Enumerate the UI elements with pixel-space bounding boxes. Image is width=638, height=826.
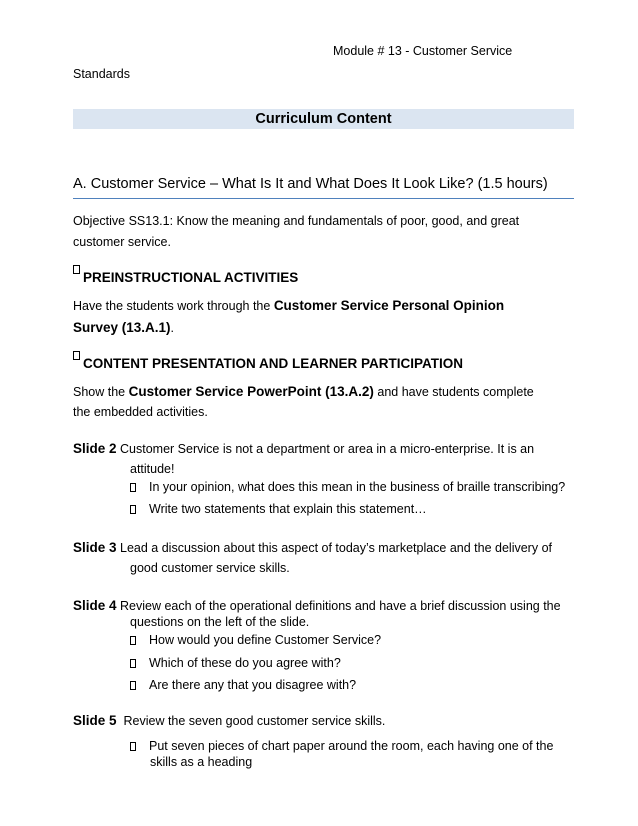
header-standards: Standards	[73, 67, 130, 81]
objective-line-1: Objective SS13.1: Know the meaning and fundamentals of poor, good, and great	[73, 214, 520, 228]
missing-glyph-icon	[73, 348, 80, 362]
slide-2-line-2: attitude!	[130, 462, 175, 476]
bullet-icon	[130, 636, 136, 645]
list-item: Are there any that you disagree with?	[130, 678, 356, 692]
list-item: Which of these do you agree with?	[130, 656, 341, 670]
list-item: In your opinion, what does this mean in the business of braille transcribing?	[130, 480, 565, 494]
bullet-icon	[130, 483, 136, 492]
preinstructional-heading: PREINSTRUCTIONAL ACTIVITIES	[83, 270, 299, 285]
content-text-2: the embedded activities.	[73, 405, 208, 419]
bullet-icon	[130, 681, 136, 690]
slide-5-line-1: Slide 5 Review the seven good customer service skills.	[73, 713, 386, 728]
slide-3-line-2: good customer service skills.	[130, 561, 290, 575]
slide-label: Slide 5	[73, 713, 117, 728]
bullet-icon	[130, 505, 136, 514]
list-item: How would you define Customer Service?	[130, 633, 381, 647]
bullet-icon	[130, 742, 136, 751]
list-item: Put seven pieces of chart paper around the room, each having one of the	[130, 739, 553, 753]
content-text: Show the Customer Service PowerPoint (13.A.2) and have students complete	[73, 384, 534, 399]
band-title: Curriculum Content	[255, 111, 392, 127]
header-module-title: Module # 13 - Customer Service	[333, 44, 513, 58]
preinstructional-text-2: Survey (13.A.1).	[73, 320, 175, 335]
preinstructional-text: Have the students work through the Customer Service Personal Opinion	[73, 298, 505, 313]
bullet-icon	[130, 659, 136, 668]
slide-4-line-1: Slide 4 Review each of the operational definitions and have a brief discussion using the	[73, 598, 561, 613]
list-item: Write two statements that explain this statement…	[130, 502, 427, 516]
slide-3-line-1: Slide 3 Lead a discussion about this aspect of today’s marketplace and the delivery of	[73, 540, 552, 555]
objective-line-2: customer service.	[73, 235, 171, 249]
slide-5-bullet-cont: skills as a heading	[150, 755, 253, 769]
slide-label: Slide 2	[73, 441, 117, 456]
section-rule	[73, 198, 574, 199]
curriculum-content-band	[73, 109, 574, 129]
content-heading: CONTENT PRESENTATION AND LEARNER PARTICIPATION	[83, 356, 463, 371]
slide-4-line-2: questions on the left of the slide.	[130, 615, 310, 629]
slide-2-line-1: Slide 2 Customer Service is not a department or area in a micro-enterprise. It is an	[73, 441, 535, 456]
slide-label: Slide 3	[73, 540, 117, 555]
section-title: A. Customer Service – What Is It and What Does It Look Like? (1.5 hours)	[73, 176, 548, 192]
slide-label: Slide 4	[73, 598, 117, 613]
missing-glyph-icon	[73, 262, 80, 276]
